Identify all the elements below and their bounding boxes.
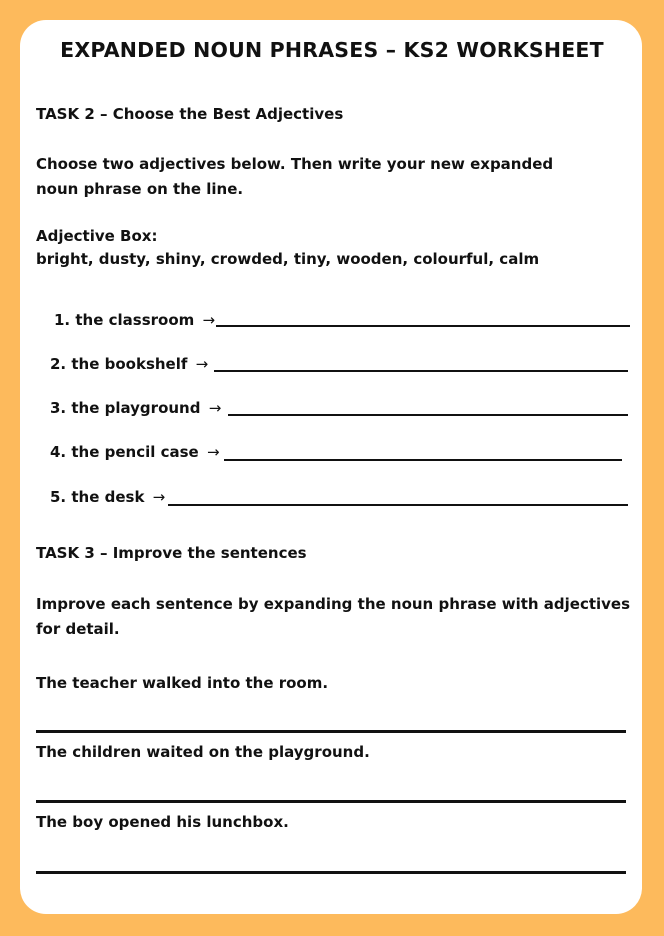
task3-heading: TASK 3 – Improve the sentences: [36, 544, 307, 562]
arrow-icon: →: [195, 355, 209, 373]
sentence-3: The boy opened his lunchbox.: [36, 813, 289, 831]
task2-instruction-line1: Choose two adjectives below. Then write your new expanded: [36, 155, 554, 173]
task3-instruction-line1: Improve each sentence by expanding the noun phrase with adjectives: [36, 595, 631, 613]
item-noun: the pencil case: [71, 443, 199, 461]
task2-heading: TASK 2 – Choose the Best Adjectives: [36, 105, 344, 123]
item-number: 4.: [50, 443, 67, 461]
item-number: 1.: [54, 311, 71, 329]
answer-line-5[interactable]: [168, 504, 628, 506]
phrase-item-5: [50, 487, 168, 507]
item-noun: the bookshelf: [71, 355, 188, 373]
arrow-icon: →: [202, 311, 216, 329]
sentence-2: The children waited on the playground.: [36, 743, 370, 761]
item-number: 2.: [50, 355, 67, 373]
writing-line-1[interactable]: [36, 730, 626, 733]
task3-instruction-line2: for detail.: [36, 620, 120, 638]
sentence-1: The teacher walked into the room.: [36, 674, 329, 692]
phrase-item-1: [54, 310, 218, 330]
phrase-item-2: [50, 354, 211, 374]
item-noun: the playground: [71, 399, 201, 417]
writing-line-3[interactable]: [36, 871, 626, 874]
adjective-box-label: Adjective Box:: [36, 227, 158, 245]
item-noun: the desk: [71, 488, 145, 506]
item-noun: the classroom: [75, 311, 195, 329]
phrase-item-4: [50, 442, 223, 462]
answer-line-3[interactable]: [228, 414, 628, 416]
worksheet-title: EXPANDED NOUN PHRASES – KS2 WORKSHEET: [60, 38, 604, 62]
item-number: 5.: [50, 488, 67, 506]
answer-line-1[interactable]: [216, 325, 630, 327]
task2-instruction-line2: noun phrase on the line.: [36, 180, 244, 198]
answer-line-4[interactable]: [224, 459, 622, 461]
item-number: 3.: [50, 399, 67, 417]
arrow-icon: →: [208, 399, 222, 417]
arrow-icon: →: [152, 488, 166, 506]
answer-line-2[interactable]: [214, 370, 628, 372]
adjective-list: bright, dusty, shiny, crowded, tiny, wooden, colourful, calm: [36, 250, 540, 268]
arrow-icon: →: [206, 443, 220, 461]
writing-line-2[interactable]: [36, 800, 626, 803]
phrase-item-3: [50, 398, 224, 418]
